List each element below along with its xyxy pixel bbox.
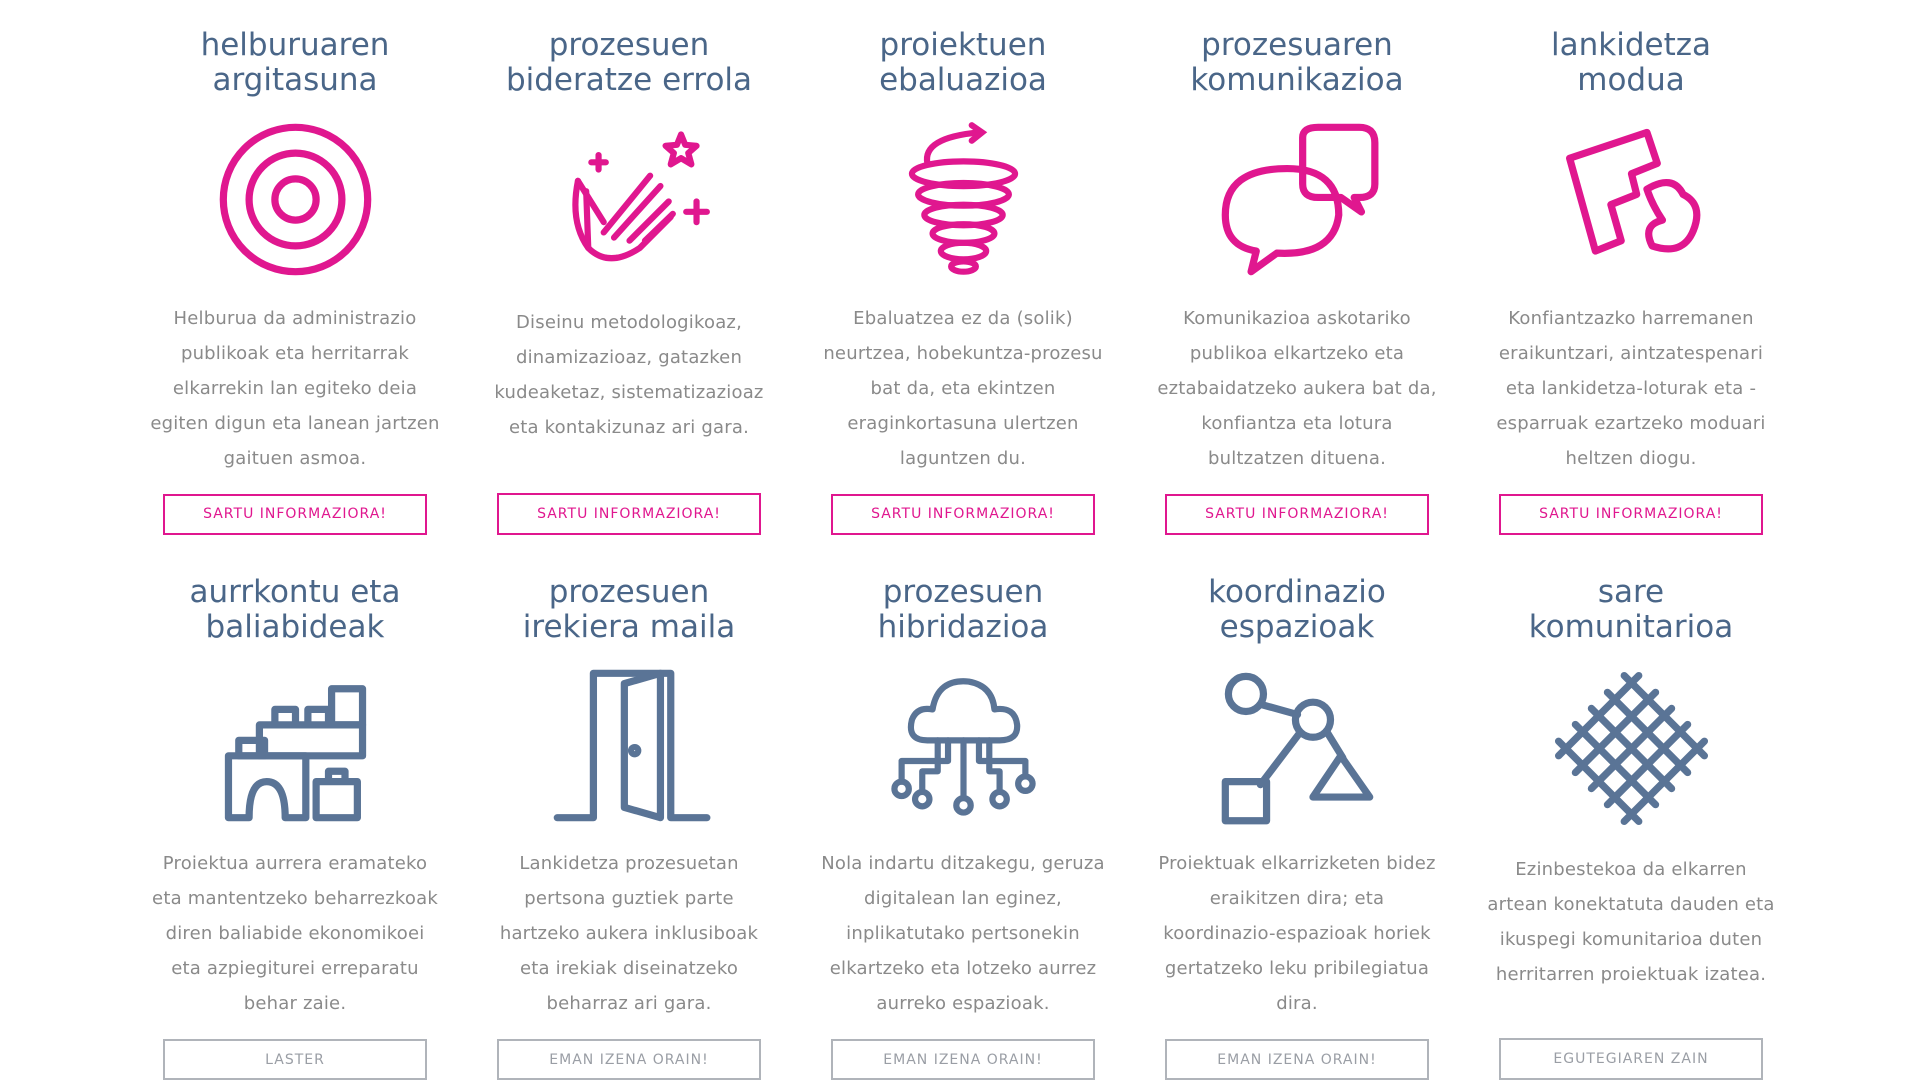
card-lankidetza-modua	[1486, 0, 1776, 535]
info-button[interactable]: SARTU INFORMAZIORA!	[1499, 494, 1763, 535]
card-description: Komunikazioa askotariko publikoa elkartzeko eta eztabaidatzeko aukera bat da, konfiantza eta lotura bultzatzen dituena.	[1157, 307, 1437, 469]
card-title: prozesuen hibridazioa	[877, 574, 1049, 645]
card-title: prozesuen bideratze errola	[505, 27, 753, 98]
info-button[interactable]: SARTU INFORMAZIORA!	[831, 494, 1095, 535]
card-description: Ebaluatzea ez da (solik) neurtzea, hobekuntza-prozesu bat da, eta ekintzen eraginkortasuna ulertzen laguntzen du.	[823, 307, 1103, 469]
spiral-icon	[881, 116, 1046, 283]
cards-grid	[150, 0, 1775, 1080]
card-description: Konfiantzazko harremanen eraikuntzari, aintzatespenari eta lankidetza-loturak eta -esparruak ezartzeko moduari heltzen diogu.	[1496, 307, 1766, 469]
card-proiektuen-ebaluazioa	[818, 0, 1108, 535]
card-aurrkontu-eta-baliabideak	[150, 535, 440, 1080]
card-prozesuen-bideratze-errola	[484, 0, 774, 535]
blocks-icon	[213, 663, 378, 828]
open-door-icon	[547, 663, 712, 828]
info-button[interactable]: SARTU INFORMAZIORA!	[1165, 494, 1429, 535]
register-button[interactable]: EMAN IZENA ORAIN!	[1165, 1039, 1429, 1080]
info-button[interactable]: SARTU INFORMAZIORA!	[163, 494, 427, 535]
register-button[interactable]: EMAN IZENA ORAIN!	[497, 1039, 761, 1080]
hand-sparkle-icon	[547, 116, 712, 287]
card-prozesuen-hibridazioa	[818, 535, 1108, 1080]
chat-bubbles-icon	[1215, 116, 1380, 283]
card-description: Ezinbestekoa da elkarren artean konektatuta dauden eta ikuspegi komunitarioa duten herritarren proiektuak izatea.	[1487, 858, 1775, 985]
card-description: Helburua da administrazio publikoak eta herritarrak elkarrekin lan egiteko deia egiten digun eta lanean jartzen gaituen asmoa.	[150, 307, 440, 469]
cloud-network-icon	[881, 663, 1046, 828]
card-title: helburuaren argitasuna	[200, 27, 390, 98]
card-title: prozesuen irekiera maila	[522, 574, 736, 645]
card-title: koordinazio espazioak	[1208, 574, 1386, 645]
card-description: Diseinu metodologikoaz, dinamizazioaz, gatazken kudeaketaz, sistematizazioaz eta kontakizunaz ari gara.	[494, 312, 764, 439]
net-icon	[1549, 663, 1714, 834]
shapes-network-icon	[1215, 663, 1380, 828]
card-helburuaren-argitasuna	[150, 0, 440, 535]
info-button[interactable]: SARTU INFORMAZIORA!	[497, 493, 761, 535]
register-button[interactable]: EMAN IZENA ORAIN!	[831, 1039, 1095, 1080]
card-title: aurrkontu eta baliabideak	[189, 574, 401, 645]
soon-button[interactable]: LASTER	[163, 1039, 427, 1080]
card-title: prozesuaren komunikazioa	[1190, 27, 1404, 98]
card-prozesuaren-komunikazioa	[1152, 0, 1442, 535]
card-title: lankidetza modua	[1551, 27, 1711, 98]
card-prozesuen-irekiera-maila	[484, 535, 774, 1080]
card-description: Lankidetza prozesuetan pertsona guztiek parte hartzeko aukera inklusiboak eta irekiak diseinatzeko beharraz ari gara.	[499, 853, 759, 1015]
puzzle-icon	[1549, 116, 1714, 283]
card-koordinazio-espazioak	[1152, 535, 1442, 1080]
card-description: Proiektuak elkarrizketen bidez eraikitzen dira; eta koordinazio-espazioak horiek gertatzeko leku pribilegiatua dira.	[1158, 853, 1436, 1015]
card-title: sare komunitarioa	[1528, 574, 1734, 645]
card-title: proiektuen ebaluazioa	[879, 27, 1047, 98]
card-sare-komunitarioa	[1486, 535, 1776, 1080]
card-description: Proiektua aurrera eramateko eta mantentzeko beharrezkoak diren baliabide ekonomikoei eta azpiegiturei erreparatu behar zaie.	[152, 853, 438, 1015]
calendar-wait-button[interactable]: EGUTEGIAREN ZAIN	[1499, 1038, 1763, 1080]
target-icon	[213, 116, 378, 283]
card-description: Nola indartu ditzakegu, geruza digitalean lan eginez, inplikatutako pertsonekin elkartzeko eta lotzeko aurrez aurreko espazioak.	[821, 853, 1105, 1015]
